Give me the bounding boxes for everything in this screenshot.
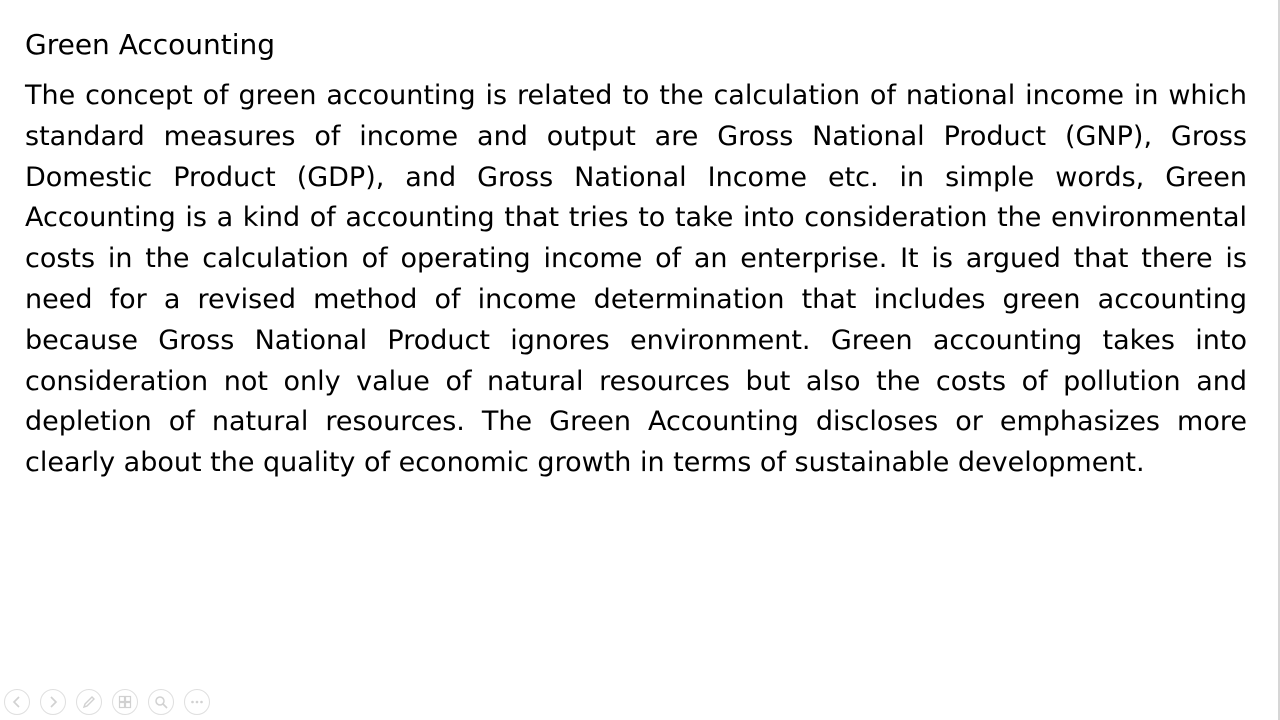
slideshow-toolbar <box>4 689 210 715</box>
previous-slide-button[interactable] <box>4 689 30 715</box>
pen-icon <box>81 694 97 710</box>
more-options-button[interactable] <box>184 689 210 715</box>
pen-button[interactable] <box>76 689 102 715</box>
slides-grid-icon <box>117 694 133 710</box>
next-icon <box>45 694 61 710</box>
more-icon <box>189 694 205 710</box>
slide-body-text: The concept of green accounting is related to the calculation of national income in which standard measures of income and output are Gross National Product (GNP), Gross Domestic Product (GDP), and Gross National Income etc. in simple words, Green Accounting is a kind of accounting that tries to take into consideration the environmental costs in the calculation of operating income of an enterprise. It is argued that there is need for a revised method of income determination that includes green accounting because Gross National Product ignores environment. Green accounting takes into consideration not only value of natural resources but also the costs of pollution and depletion of natural resources. The Green Accounting discloses or emphasizes more clearly about the quality of economic growth in terms of sustainable development. <box>25 80 1247 479</box>
zoom-icon <box>153 694 169 710</box>
see-all-slides-button[interactable] <box>112 689 138 715</box>
zoom-button[interactable] <box>148 689 174 715</box>
previous-icon <box>9 694 25 710</box>
next-slide-button[interactable] <box>40 689 66 715</box>
slide-title: Green Accounting <box>25 28 276 61</box>
